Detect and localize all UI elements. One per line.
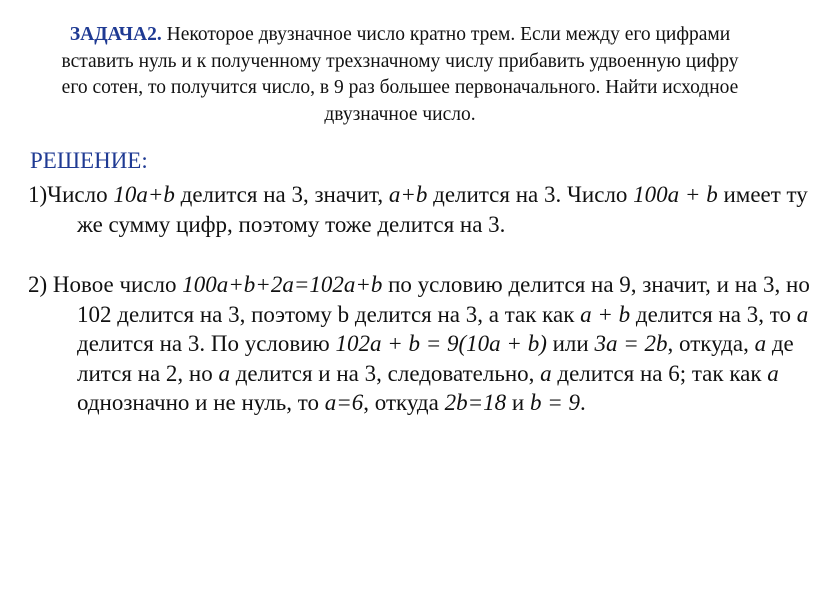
step2-text: де лится на 2, но xyxy=(77,331,794,386)
step2-formula: a xyxy=(754,331,767,356)
step2-formula: a xyxy=(540,360,552,386)
step1-text: делится на 3, значит, xyxy=(174,182,389,207)
step2-text: делится и на 3, следовательно, xyxy=(229,360,541,386)
step1-formula: a+b xyxy=(388,182,428,207)
step2-text: и xyxy=(506,390,530,415)
step1-text: имеет ту же сумму цифр, поэтому тоже делится на 3. xyxy=(77,182,808,237)
step1-text: 1)Число xyxy=(28,182,114,207)
step1-formula: 100a + b xyxy=(633,182,718,207)
step2-text: . xyxy=(579,390,586,415)
step2-formula: a + b xyxy=(580,301,631,327)
step2-text: , откуда, xyxy=(667,331,755,356)
step2-text: делится на 3, то xyxy=(630,301,797,327)
step2-formula: 102a + b = 9(10a + b) xyxy=(335,331,547,356)
solution-heading: РЕШЕНИЕ: xyxy=(30,148,148,173)
step2-formula: 2b=18 xyxy=(444,390,507,415)
step2-formula: a=6 xyxy=(324,390,364,415)
task-statement xyxy=(48,22,752,128)
step2-text: или xyxy=(546,331,595,356)
step2-formula: 3a = 2b xyxy=(594,331,668,356)
step2-text: 2) Новое число xyxy=(28,272,183,297)
step2-formula: a xyxy=(767,360,779,386)
step2-formula: 100a+b+2a=102a+b xyxy=(182,272,383,297)
step2-text: делится на 3. По условию xyxy=(77,331,336,356)
step2-formula: a xyxy=(796,301,809,327)
solution-step-2 xyxy=(28,270,817,418)
step2-text: по условию делится на 9, значит, и на 3, но 102 делится на 3, поэтому b делится на 3, а так как xyxy=(77,272,810,327)
step2-text: делится на 6; так как xyxy=(551,360,768,386)
task-text: Некоторое двузначное число кратно трем. Если между его цифрами вставить нуль и к полученному трехзначному числу прибавить удвоенную цифру его сотен, то получится число, в 9 раз большее первоначального. Найти исходное двузначное число. xyxy=(61,24,739,125)
step2-formula: b = 9 xyxy=(529,390,580,415)
solution-step-1 xyxy=(28,180,817,239)
step2-text: , откуда xyxy=(363,390,445,415)
step1-text: делится на 3. Число xyxy=(427,182,634,207)
task-label: ЗАДАЧА2. xyxy=(69,24,162,45)
step2-text: однозначно и не нуль, то xyxy=(77,390,325,415)
step1-formula: 10a+b xyxy=(113,182,175,207)
step2-formula: a xyxy=(218,360,230,386)
